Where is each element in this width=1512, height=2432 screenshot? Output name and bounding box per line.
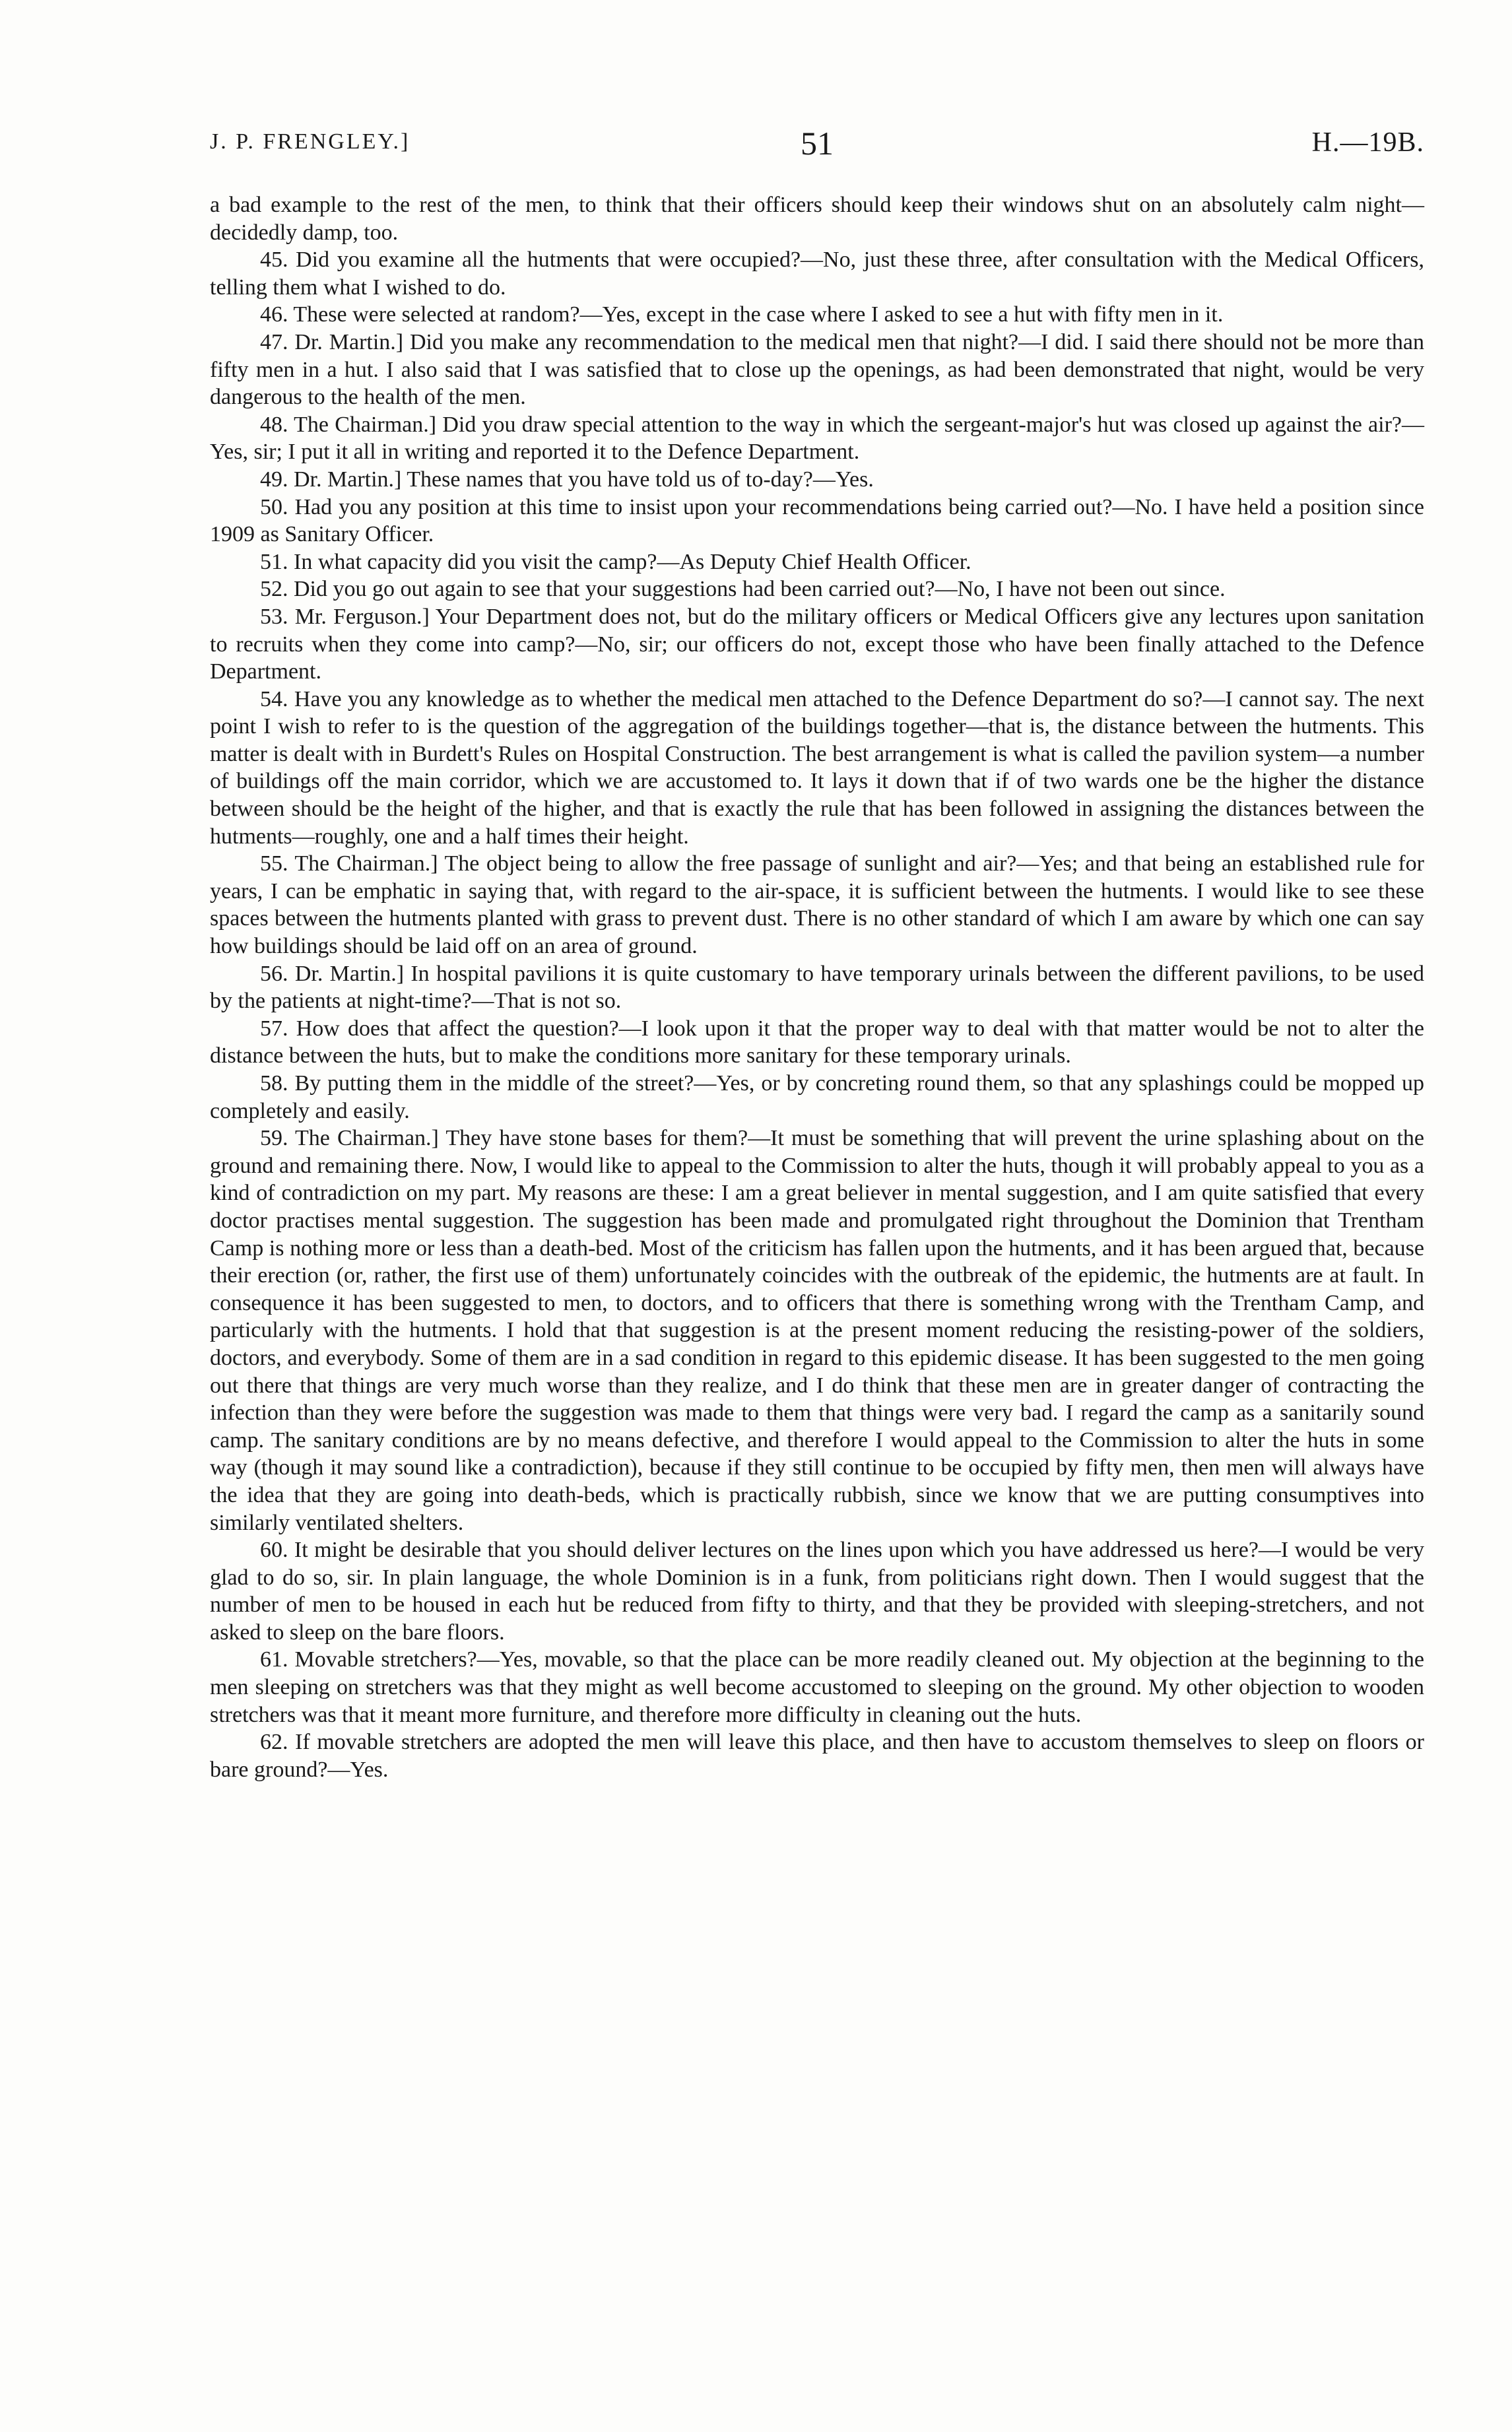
question-49: 49. Dr. Martin.] These names that you have told us of to-day?—Yes. bbox=[260, 467, 874, 492]
question-61: 61. Movable stretchers?—Yes, movable, so that the place can be more readily cleaned out. My objection at the beginning to the men sleeping on stretchers was that they might as well become accustomed to sleeping on the ground. My other objection to wooden stretchers was that it meant more furniture, and therefore more difficulty in cleaning out the huts. bbox=[210, 1647, 1424, 1727]
paragraph-continuation: a bad example to the rest of the men, to think that their officers should keep their windows shut on an absolutely calm night—decidedly damp, too. bbox=[210, 193, 1424, 245]
paper-reference: H.—19B. bbox=[1311, 127, 1424, 158]
question-59: 59. The Chairman.] They have stone bases for them?—It must be something that will prevent the urine splashing about on the ground and remaining there. Now, I would like to appeal to the Commission to alter the huts, though it will probably appeal to you as a kind of contradiction on my part. My reasons are these: I am a great believer in mental suggestion, and I am quite satisfied that every doctor practises mental suggestion. The suggestion has been made and promulgated right throughout the Dominion that Trentham Camp is nothing more or less than a death-bed. Most of the criticism has fallen upon the hutments, and it has been argued that, because their erection (or, rather, the first use of them) unfortunately coincides with the outbreak of the epidemic, the hutments are at fault. In consequence it has been suggested to men, to doctors, and to officers that there is something wrong with the Trentham Camp, and particularly with the hutments. I hold that that suggestion is at the present moment reducing the resisting-power of the soldiers, doctors, and everybody. Some of them are in a sad condition in regard to this epidemic disease. It has been suggested to the men going out there that things are very much worse than they realize, and I do think that these men are in greater danger of contracting the infection than they were before the suggestion was made to them that things were very bad. I regard the camp as a sanitarily sound camp. The sanitary conditions are by no means defective, and therefore I would appeal to the Commission to alter the huts in some way (though it may sound like a contradiction), because if they still continue to be occupied by fifty men, then men will always have the idea that they are going into death-beds, which is practically rubbish, since we know that we are putting consumptives into similarly ventilated shelters. bbox=[210, 1126, 1424, 1535]
question-58: 58. By putting them in the middle of the street?—Yes, or by concreting round them, so that any splashings could be mopped up completely and easily. bbox=[210, 1071, 1424, 1123]
question-62: 62. If movable stretchers are adopted the men will leave this place, and then have to accustom themselves to sleep on floors or bare ground?—Yes. bbox=[210, 1730, 1424, 1782]
question-54: 54. Have you any knowledge as to whether the medical men attached to the Defence Department do so?—I cannot say. The next point I wish to refer to is the question of the aggregation of the buildings together—that is, the distance between the hutments. This matter is dealt with in Burdett's Rules on Hospital Construction. The best arrangement is what is called the pavilion system—a number of buildings off the main corridor, which we are accustomed to. It lays it down that if of two wards one be the higher the distance between should be the height of the higher, and that is exactly the rule that has been followed in assigning the distances between the hutments—roughly, one and a half times their height. bbox=[210, 686, 1424, 849]
question-48: 48. The Chairman.] Did you draw special attention to the way in which the sergeant-major's hut was closed up against the air?—Yes, sir; I put it all in writing and reported it to the Defence Department. bbox=[210, 412, 1424, 465]
page-body bbox=[210, 191, 1424, 1783]
question-55: 55. The Chairman.] The object being to allow the free passage of sunlight and air?—Yes; and that being an established rule for years, I can be emphatic in saying that, with regard to the air-space, it is sufficient between the hutments. I would like to see these spaces between the hutments planted with grass to prevent dust. There is no other standard of which I am aware by which one can say how buildings should be laid off on an area of ground. bbox=[210, 851, 1424, 959]
page-header bbox=[210, 124, 1424, 164]
question-56: 56. Dr. Martin.] In hospital pavilions it is quite customary to have temporary urinals between the different pavilions, to be used by the patients at night-time?—That is not so. bbox=[210, 961, 1424, 1014]
page-number: 51 bbox=[801, 125, 834, 162]
question-46: 46. These were selected at random?—Yes, except in the case where I asked to see a hut with fifty men in it. bbox=[260, 302, 1224, 327]
question-51: 51. In what capacity did you visit the camp?—As Deputy Chief Health Officer. bbox=[260, 549, 971, 574]
witness-name-header: J. P. FRENGLEY.] bbox=[210, 129, 411, 154]
question-45: 45. Did you examine all the hutments that were occupied?—No, just these three, after consultation with the Medical Officers, telling them what I wished to do. bbox=[210, 247, 1424, 300]
question-50: 50. Had you any position at this time to insist upon your recommendations being carried out?—No. I have held a position since 1909 as Sanitary Officer. bbox=[210, 494, 1424, 547]
question-60: 60. It might be desirable that you should deliver lectures on the lines upon which you have addressed us here?—I would be very glad to do so, sir. In plain language, the whole Dominion is in a funk, from politicians right down. Then I would suggest that the number of men to be housed in each hut be reduced from fifty to thirty, and that they be provided with sleeping-stretchers, and not asked to sleep on the bare floors. bbox=[210, 1538, 1424, 1645]
question-57: 57. How does that affect the question?—I look upon it that the proper way to deal with that matter would be not to alter the distance between the huts, but to make the conditions more sanitary for these temporary urinals. bbox=[210, 1016, 1424, 1068]
question-47: 47. Dr. Martin.] Did you make any recommendation to the medical men that night?—I did. I said there should not be more than fifty men in a hut. I also said that I was satisfied that to close up the openings, as had been demonstrated that night, would be very dangerous to the health of the men. bbox=[210, 329, 1424, 410]
question-52: 52. Did you go out again to see that your suggestions had been carried out?—No, I have not been out since. bbox=[260, 577, 1226, 602]
question-53: 53. Mr. Ferguson.] Your Department does not, but do the military officers or Medical Officers give any lectures upon sanitation to recruits when they come into camp?—No, sir; our officers do not, except those who have been finally attached to the Defence Department. bbox=[210, 604, 1424, 684]
